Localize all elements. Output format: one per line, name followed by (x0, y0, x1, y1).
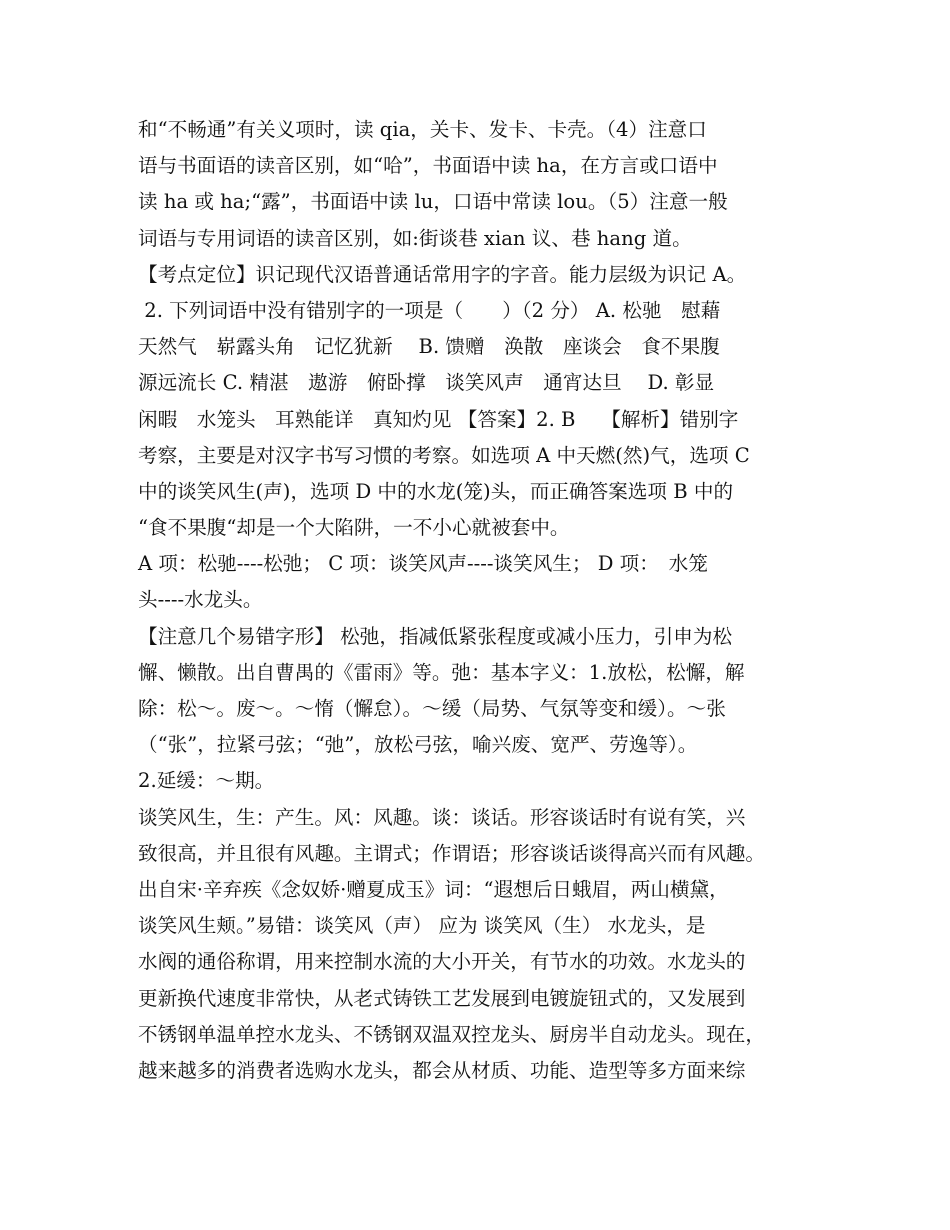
text-line: 词语与专用词语的读音区别，如:街谈巷 xian 议、巷 hang 道。 (138, 226, 692, 250)
explanation-line: 谈笑风生颊。”易错：谈笑风（声） 应为 谈笑风（生） 水龙头，是 (138, 914, 706, 938)
correction-line: A 项：松驰----松弛； C 项：谈笑风声----谈笑风生； D 项： 水笼 (138, 552, 708, 576)
explanation-line: 更新换代速度非常快，从老式铸铁工艺发展到电镀旋钮式的，又发展到 (138, 986, 746, 1010)
analysis-line: 考察，主要是对汉字书写习惯的考察。如选项 A 中天燃(然)气，选项 C (138, 443, 750, 467)
answer-line: 闲暇 水笼头 耳熟能详 真知灼见 【答案】2. B 【解析】错别字 (138, 407, 739, 431)
question-line: 天然气 崭露头角 记忆犹新 B. 馈赠 涣散 座谈会 食不果腹 (138, 335, 720, 359)
analysis-line: “食不果腹“却是一个大陷阱，一不小心就被套中。 (138, 516, 570, 540)
explanation-line: 谈笑风生，生：产生。风：风趣。谈：谈话。形容谈话时有说有笑，兴 (138, 805, 746, 829)
explanation-line: 水阀的通俗称谓，用来控制水流的大小开关，有节水的功效。水龙头的 (138, 950, 746, 974)
document-body (138, 112, 818, 1089)
note-line: 【注意几个易错字形】 松弛，指减低紧张程度或减小压力，引申为松 (138, 624, 733, 648)
note-line: 2.延缓：～期。 (138, 769, 275, 793)
text-line: 语与书面语的读音区别，如“哈”，书面语中读 ha，在方言或口语中 (138, 154, 718, 178)
explanation-line: 越来越多的消费者选购水龙头，都会从材质、功能、造型等多方面来综 (138, 1058, 746, 1082)
question-line: 2. 下列词语中没有错别字的一项是（ ）（2 分） A. 松驰 慰藉 (138, 298, 721, 322)
note-line: （“张”，拉紧弓弦；“弛”，放松弓弦，喻兴废、宽严、劳逸等）。 (138, 733, 698, 757)
text-line: 读 ha 或 ha;“露”，书面语中读 lu，口语中常读 lou。（5）注意一般 (138, 190, 728, 214)
text-line: 和“不畅通”有关义项时，读 qia，关卡、发卡、卡壳。（4）注意口 (138, 118, 707, 141)
explanation-line: 出自宋·辛弃疾《念奴娇·赠夏成玉》词：“遐想后日蛾眉，两山横黛， (138, 877, 729, 901)
explanation-line: 不锈钢单温单控水龙头、不锈钢双温双控龙头、厨房半自动龙头。现在， (138, 1022, 765, 1046)
explanation-line: 致很高，并且很有风趣。主谓式；作谓语；形容谈话谈得高兴而有风趣。 (138, 841, 765, 865)
note-line: 除：松～。废～。～惰（懈怠）。～缓（局势、气氛等变和缓）。～张 (138, 697, 726, 720)
question-line: 源远流长 C. 精湛 遨游 俯卧撑 谈笑风声 通宵达旦 D. 彰显 (138, 371, 715, 395)
kaodian-dingwei-line: 【考点定位】识记现代汉语普通话常用字的字音。能力层级为识记 A。 (138, 262, 747, 286)
correction-line: 头----水龙头。 (138, 588, 263, 612)
analysis-line: 中的谈笑风生(声)，选项 D 中的水龙(笼)头，而正确答案选项 B 中的 (138, 479, 734, 503)
note-line: 懈、懒散。出自曹禺的《雷雨》等。弛：基本字义：1.放松，松懈，解 (138, 660, 745, 684)
